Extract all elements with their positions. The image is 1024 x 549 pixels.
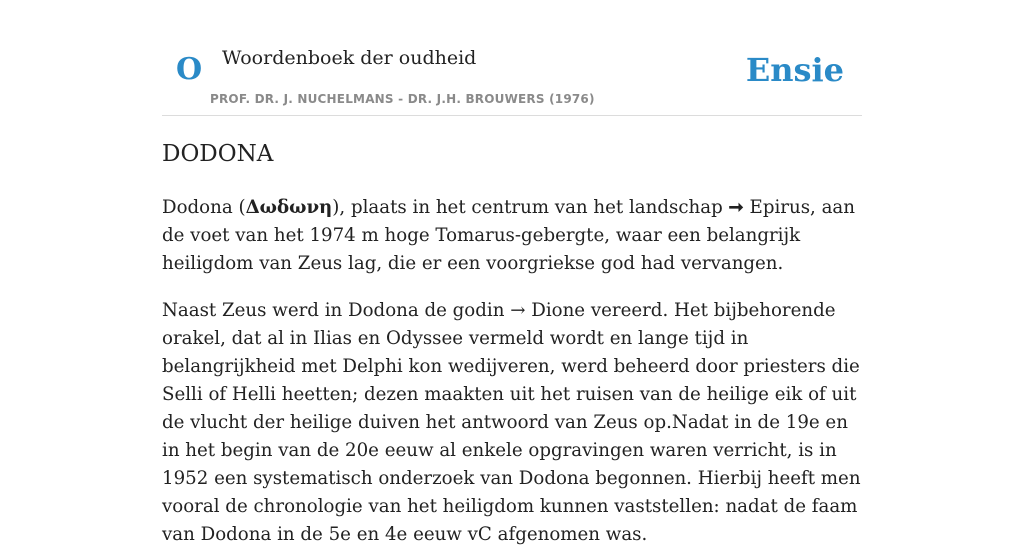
book-authors: PROF. DR. J. NUCHELMANS - DR. J.H. BROUWERS (1976) [210,92,595,106]
text-segment: vereerd. Het bijbehorende orakel, dat al in Ilias en Odyssee vermeld wordt en lange tijd in belangrijkheid met Delphi kon wedijveren, werd beheerd door priesters die Selli of Helli heetten; dezen maakten uit het ruisen van de heilige eik of uit de vlucht der heilige duiven het antwoord van Zeus op.Nadat in de 19e en in het begin van de 20e eeuw al enkele opgravingen waren verricht, is in 1952 een systematisch onderzoek van Dodona begonnen. Hierbij heeft men vooral de chronologie van het heiligdom kunnen vaststellen: nadat de faam van Dodona in de 5e en 4e eeuw vC afgenomen was. [162,300,861,545]
book-title[interactable]: Woordenboek der oudheid [222,47,477,69]
site-header [162,0,862,116]
ensie-brand-logo[interactable]: Ensie [745,51,844,89]
greek-name: Δωδωνη [245,197,333,218]
link-dione[interactable]: Dione [525,300,586,321]
dictionary-logo[interactable]: O [176,52,203,87]
text-segment: , aan de voet van het 1974 m hoge Tomarus-gebergte, waar een belangrijk heiligdom van Zeus lag, die er een voorgriekse god had vervangen. [162,197,855,274]
entry-content [162,138,862,549]
entry-paragraph-1 [162,194,862,278]
entry-paragraph-2 [162,297,862,549]
cross-reference-arrow-icon: ➞ [728,197,744,218]
text-segment: Dodona ( [162,197,246,218]
text-segment: ), plaats in het centrum van het landschap [332,197,729,218]
cross-reference-arrow-icon: → [510,300,526,321]
entry-title: DODONA [162,141,274,167]
text-segment: Naast Zeus werd in Dodona de godin [162,300,511,321]
link-epirus[interactable]: Epirus [743,197,811,218]
